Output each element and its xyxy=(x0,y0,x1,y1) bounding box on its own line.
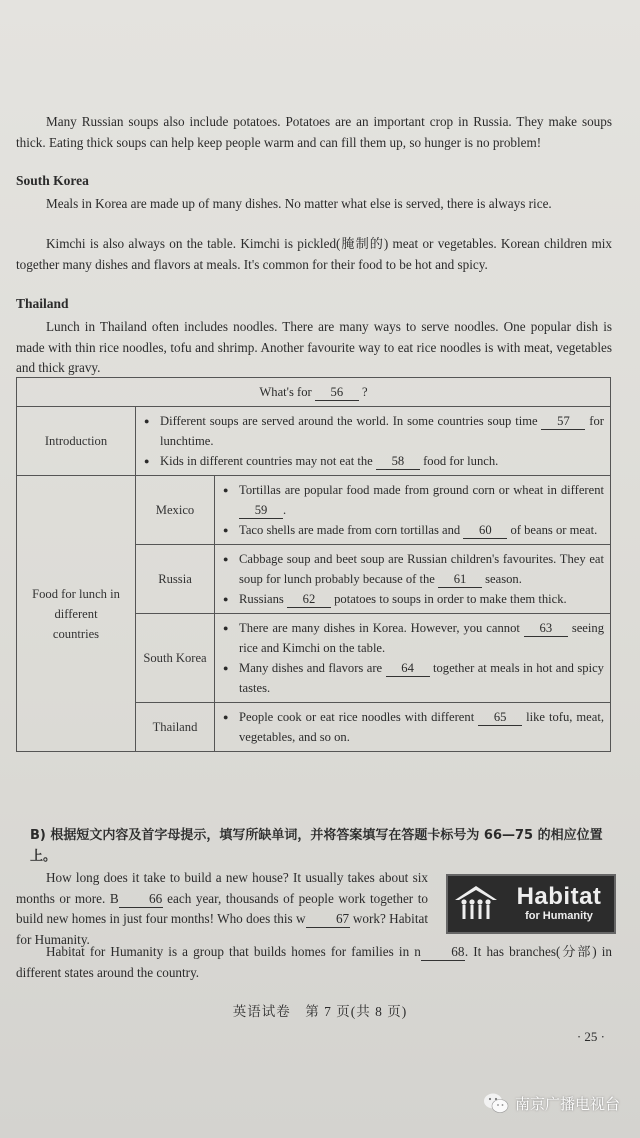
wechat-icon xyxy=(483,1092,509,1114)
russia-bullet-2 xyxy=(239,589,604,609)
country-thailand: Thailand xyxy=(136,703,215,752)
country-russia: Russia xyxy=(136,545,215,614)
blank-59[interactable]: 59 xyxy=(239,502,283,519)
table-title xyxy=(17,378,611,407)
mx-b2-tail: of beans or meat. xyxy=(510,523,598,537)
mx-b1-text: Tortillas are popular food made from ground corn or wheat in different xyxy=(239,483,604,497)
korea-bullet-2 xyxy=(239,658,604,698)
intro-bullet-1 xyxy=(160,411,604,451)
korea-cell xyxy=(215,614,611,703)
country-mexico: Mexico xyxy=(136,476,215,545)
habitat-p2-text-a: Habitat for Humanity is a group that builds homes for families in n xyxy=(46,944,421,959)
blank-63[interactable]: 63 xyxy=(524,620,568,637)
ko-b1-tail: seeing rice and Kimchi on the table. xyxy=(239,621,604,655)
paragraph-korea-1: Meals in Korea are made up of many dishes. No matter what else is served, there is always rice. xyxy=(46,196,552,211)
blank-64[interactable]: 64 xyxy=(386,660,430,677)
row-label-food: Food for lunch in different countries xyxy=(17,476,136,752)
blank-58[interactable]: 58 xyxy=(376,453,420,470)
habitat-logo xyxy=(446,874,616,934)
summary-table xyxy=(16,377,611,752)
ru-b2-tail: potatoes to soups in order to make them thick. xyxy=(334,592,567,606)
habitat-paragraph-2 xyxy=(16,942,612,983)
mexico-bullet-2 xyxy=(239,520,604,540)
watermark-text: 南京广播电视台 xyxy=(514,1094,620,1113)
ru-b1-text: Cabbage soup and beet soup are Russian children's favourites. They eat soup for lunch probably because of the xyxy=(239,552,604,586)
section-b-instructions: B) 根据短文内容及首字母提示，填写所缺单词，并将答案填写在答题卡标号为 66—75 的相应位置上。 xyxy=(30,828,603,864)
intro-b1-text: Different soups are served around the world. In some countries soup time xyxy=(160,414,538,428)
row-label-introduction: Introduction xyxy=(17,407,136,476)
paragraph-russia: Many Russian soups also include potatoes. Potatoes are an important crop in Russia. They make soups thick. Eating thick soups can help keep people warm and can fill them up, so hunger is no problem! xyxy=(16,114,612,150)
blank-61[interactable]: 61 xyxy=(438,571,482,588)
th-b1-text: People cook or eat rice noodles with different xyxy=(239,710,475,724)
habitat-house-icon xyxy=(448,878,504,930)
table-title-text: What's for xyxy=(259,385,312,399)
heading-south-korea: South Korea xyxy=(16,173,89,188)
intro-bullet-2 xyxy=(160,451,604,471)
russia-bullet-1 xyxy=(239,549,604,589)
ko-b2-text: Many dishes and flavors are xyxy=(239,661,383,675)
habitat-p2-text-b: . It has branches(分部) in different states around the country. xyxy=(16,944,612,980)
blank-67[interactable]: 67 xyxy=(306,911,350,928)
mexico-bullet-1 xyxy=(239,480,604,520)
country-south-korea: South Korea xyxy=(136,614,215,703)
habitat-p1-text-c: work? Habitat for Humanity. xyxy=(16,911,428,947)
thailand-bullet-1 xyxy=(239,707,604,747)
page-number: · 25 · xyxy=(576,1029,605,1044)
table-title-mark: ? xyxy=(362,385,368,399)
mexico-cell xyxy=(215,476,611,545)
blank-57[interactable]: 57 xyxy=(541,413,585,430)
blank-66[interactable]: 66 xyxy=(119,891,163,908)
paragraph-thailand: Lunch in Thailand often includes noodles. There are many ways to serve noodles. One popular dish is made with thin rice noodles, tofu and shrimp. Another favourite way to eat rice noodles is with meat, vegetables and thick gravy. xyxy=(16,319,612,375)
blank-65[interactable]: 65 xyxy=(478,709,522,726)
intro-b2-tail: food for lunch. xyxy=(423,454,499,468)
blank-68[interactable]: 68 xyxy=(421,944,465,961)
habitat-p1-text-b: each year, thousands of people work together to build new homes in just four months! Who does this w xyxy=(16,890,428,926)
korea-bullet-1 xyxy=(239,618,604,658)
intro-b2-text: Kids in different countries may not eat the xyxy=(160,454,373,468)
blank-60[interactable]: 60 xyxy=(463,522,507,539)
habitat-p1-text-a: How long does it take to build a new house? It usually takes about six months or more. B xyxy=(16,870,428,906)
thailand-cell xyxy=(215,703,611,752)
paragraph-korea-2: Kimchi is also always on the table. Kimchi is pickled(腌制的) meat or vegetables. Korean children mix together many dishes and flavors at meals. It's common for their food to be hot and spicy. xyxy=(16,236,612,272)
logo-subtitle: for Humanity xyxy=(525,910,593,922)
ru-b1-tail: season. xyxy=(485,572,522,586)
introduction-cell xyxy=(136,407,611,476)
russia-cell xyxy=(215,545,611,614)
blank-56[interactable]: 56 xyxy=(315,384,359,401)
blank-62[interactable]: 62 xyxy=(287,591,331,608)
logo-title: Habitat xyxy=(516,883,602,910)
intro-b1-tail: for lunchtime. xyxy=(160,414,604,448)
ko-b1-text: There are many dishes in Korea. However, you cannot xyxy=(239,621,520,635)
page-footer: 英语试卷 第 7 页(共 8 页) xyxy=(232,1004,408,1019)
ko-b2-tail: together at meals in hot and spicy tastes. xyxy=(239,661,604,695)
mx-b2-text: Taco shells are made from corn tortillas and xyxy=(239,523,461,537)
heading-thailand: Thailand xyxy=(16,296,69,311)
ru-b2-text: Russians xyxy=(239,592,284,606)
watermark xyxy=(483,1092,620,1114)
mx-b1-tail: . xyxy=(283,503,287,517)
th-b1-tail: like tofu, meat, vegetables, and so on. xyxy=(239,710,604,744)
habitat-paragraph-1 xyxy=(16,868,428,950)
